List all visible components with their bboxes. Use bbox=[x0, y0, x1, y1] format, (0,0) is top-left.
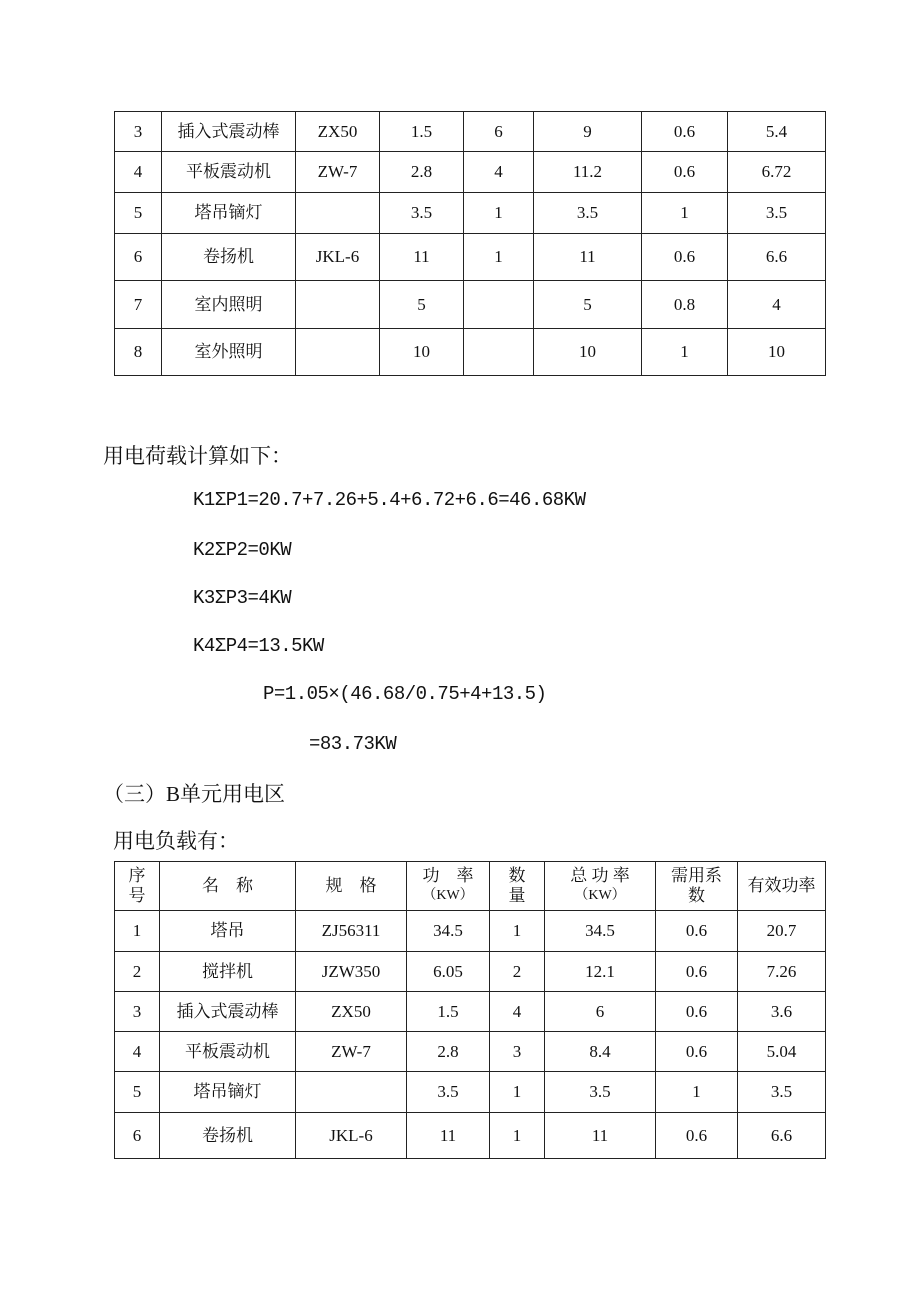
table-cell: 3 bbox=[115, 992, 160, 1032]
table-row bbox=[115, 281, 826, 329]
table-cell: 4 bbox=[464, 152, 534, 193]
table-cell: ZW-7 bbox=[296, 1032, 407, 1072]
table-cell: 平板震动机 bbox=[162, 152, 296, 193]
table-cell: JKL-6 bbox=[296, 1113, 407, 1159]
table-cell: 室内照明 bbox=[162, 281, 296, 329]
table-cell: 5.04 bbox=[738, 1032, 826, 1072]
table-cell: 卷扬机 bbox=[160, 1113, 296, 1159]
table-cell: ZX50 bbox=[296, 112, 380, 152]
table-cell: 搅拌机 bbox=[160, 952, 296, 992]
table-cell bbox=[464, 281, 534, 329]
table-cell: 6 bbox=[115, 1113, 160, 1159]
col-header-total-power: 总 功 率 （KW） bbox=[545, 862, 656, 911]
equipment-table-a bbox=[114, 111, 826, 376]
table-row bbox=[115, 112, 826, 152]
col-header-power: 功 率 （KW） bbox=[407, 862, 490, 911]
calc-line-k4: K4ΣP4=13.5KW bbox=[193, 635, 324, 657]
table-cell: 3 bbox=[115, 112, 162, 152]
table-cell: 1 bbox=[642, 193, 728, 234]
table-cell: JKL-6 bbox=[296, 234, 380, 281]
table-cell: 3.5 bbox=[738, 1072, 826, 1113]
table-cell: 塔吊镝灯 bbox=[160, 1072, 296, 1113]
table-cell: 8.4 bbox=[545, 1032, 656, 1072]
col-header-name: 名 称 bbox=[160, 862, 296, 911]
table-row bbox=[115, 1113, 826, 1159]
table-cell: 1 bbox=[464, 234, 534, 281]
table-cell bbox=[296, 329, 380, 376]
table-cell: 1 bbox=[642, 329, 728, 376]
table-cell: 5 bbox=[115, 1072, 160, 1113]
table-cell bbox=[296, 281, 380, 329]
table-cell: 20.7 bbox=[738, 911, 826, 952]
table-row bbox=[115, 911, 826, 952]
table-cell: 2.8 bbox=[407, 1032, 490, 1072]
table-cell: 34.5 bbox=[407, 911, 490, 952]
table-cell: 10 bbox=[380, 329, 464, 376]
table-cell: 6.72 bbox=[728, 152, 826, 193]
table-cell: 插入式震动棒 bbox=[162, 112, 296, 152]
table-cell: 3.5 bbox=[380, 193, 464, 234]
table-cell: ZJ56311 bbox=[296, 911, 407, 952]
table-cell: 5 bbox=[380, 281, 464, 329]
table-cell: ZW-7 bbox=[296, 152, 380, 193]
table-cell: 3.5 bbox=[407, 1072, 490, 1113]
table-cell: 10 bbox=[534, 329, 642, 376]
table-cell: 5 bbox=[534, 281, 642, 329]
table-cell: 7.26 bbox=[738, 952, 826, 992]
table-cell: 平板震动机 bbox=[160, 1032, 296, 1072]
table-cell: 6 bbox=[464, 112, 534, 152]
table-cell: 2 bbox=[115, 952, 160, 992]
table-b-header-row bbox=[115, 862, 826, 911]
table-cell: 1 bbox=[115, 911, 160, 952]
table-cell: 4 bbox=[728, 281, 826, 329]
table-row bbox=[115, 992, 826, 1032]
table-cell: 4 bbox=[490, 992, 545, 1032]
equipment-table-b bbox=[114, 861, 826, 1159]
col-header-spec: 规 格 bbox=[296, 862, 407, 911]
table-cell: 34.5 bbox=[545, 911, 656, 952]
section-title: （三）B单元用电区 bbox=[103, 782, 286, 806]
table-cell: 0.8 bbox=[642, 281, 728, 329]
calc-line-result: =83.73KW bbox=[309, 733, 397, 755]
table-cell: 1.5 bbox=[407, 992, 490, 1032]
calc-line-k2: K2ΣP2=0KW bbox=[193, 539, 292, 561]
table-cell: 3 bbox=[490, 1032, 545, 1072]
table-cell: 插入式震动棒 bbox=[160, 992, 296, 1032]
table-cell: 10 bbox=[728, 329, 826, 376]
table-cell: 1 bbox=[490, 1072, 545, 1113]
table-cell: 11 bbox=[407, 1113, 490, 1159]
table-cell: ZX50 bbox=[296, 992, 407, 1032]
table-cell: 1 bbox=[490, 1113, 545, 1159]
calc-line-k1: K1ΣP1=20.7+7.26+5.4+6.72+6.6=46.68KW bbox=[193, 489, 586, 511]
table-cell: 11 bbox=[380, 234, 464, 281]
table-cell: 6.6 bbox=[728, 234, 826, 281]
table-cell: 4 bbox=[115, 1032, 160, 1072]
table-cell: 9 bbox=[534, 112, 642, 152]
table-row bbox=[115, 1072, 826, 1113]
table-row bbox=[115, 1032, 826, 1072]
calc-heading: 用电荷载计算如下： bbox=[103, 444, 292, 468]
table-cell: 11 bbox=[534, 234, 642, 281]
table-cell: 塔吊 bbox=[160, 911, 296, 952]
table-cell: 2 bbox=[490, 952, 545, 992]
table-cell: 6 bbox=[545, 992, 656, 1032]
col-header-demand-factor: 需用系 数 bbox=[656, 862, 738, 911]
table-cell: 0.6 bbox=[656, 911, 738, 952]
table-cell bbox=[464, 329, 534, 376]
table-cell: 3.5 bbox=[545, 1072, 656, 1113]
table-cell: 1 bbox=[490, 911, 545, 952]
table-cell: JZW350 bbox=[296, 952, 407, 992]
table-cell: 0.6 bbox=[642, 234, 728, 281]
calc-line-k3: K3ΣP3=4KW bbox=[193, 587, 292, 609]
table-cell: 3.6 bbox=[738, 992, 826, 1032]
table-cell: 1 bbox=[464, 193, 534, 234]
equipment-table-b-body bbox=[115, 862, 826, 1159]
table-cell: 0.6 bbox=[656, 952, 738, 992]
table-cell: 0.6 bbox=[656, 1032, 738, 1072]
table-cell: 12.1 bbox=[545, 952, 656, 992]
col-header-effective-power: 有效功率 bbox=[738, 862, 826, 911]
table-cell: 室外照明 bbox=[162, 329, 296, 376]
table-row bbox=[115, 152, 826, 193]
col-header-quantity: 数 量 bbox=[490, 862, 545, 911]
section-subtitle: 用电负载有： bbox=[113, 829, 239, 853]
table-cell bbox=[296, 1072, 407, 1113]
table-cell: 11 bbox=[545, 1113, 656, 1159]
table-cell: 4 bbox=[115, 152, 162, 193]
table-cell: 0.6 bbox=[656, 992, 738, 1032]
table-cell: 6.6 bbox=[738, 1113, 826, 1159]
table-cell: 5 bbox=[115, 193, 162, 234]
table-cell: 6.05 bbox=[407, 952, 490, 992]
table-cell: 0.6 bbox=[642, 112, 728, 152]
table-cell: 0.6 bbox=[642, 152, 728, 193]
table-cell bbox=[296, 193, 380, 234]
table-row bbox=[115, 234, 826, 281]
col-header-index: 序 号 bbox=[115, 862, 160, 911]
table-cell: 8 bbox=[115, 329, 162, 376]
table-cell: 卷扬机 bbox=[162, 234, 296, 281]
table-row bbox=[115, 952, 826, 992]
table-cell: 塔吊镝灯 bbox=[162, 193, 296, 234]
table-cell: 5.4 bbox=[728, 112, 826, 152]
table-cell: 3.5 bbox=[534, 193, 642, 234]
table-cell: 0.6 bbox=[656, 1113, 738, 1159]
table-cell: 2.8 bbox=[380, 152, 464, 193]
table-row bbox=[115, 329, 826, 376]
table-cell: 6 bbox=[115, 234, 162, 281]
table-cell: 7 bbox=[115, 281, 162, 329]
calc-line-p: P=1.05×(46.68/0.75+4+13.5) bbox=[263, 683, 547, 705]
table-cell: 3.5 bbox=[728, 193, 826, 234]
equipment-table-a-body bbox=[115, 112, 826, 376]
table-cell: 1 bbox=[656, 1072, 738, 1113]
table-row bbox=[115, 193, 826, 234]
table-cell: 11.2 bbox=[534, 152, 642, 193]
table-cell: 1.5 bbox=[380, 112, 464, 152]
